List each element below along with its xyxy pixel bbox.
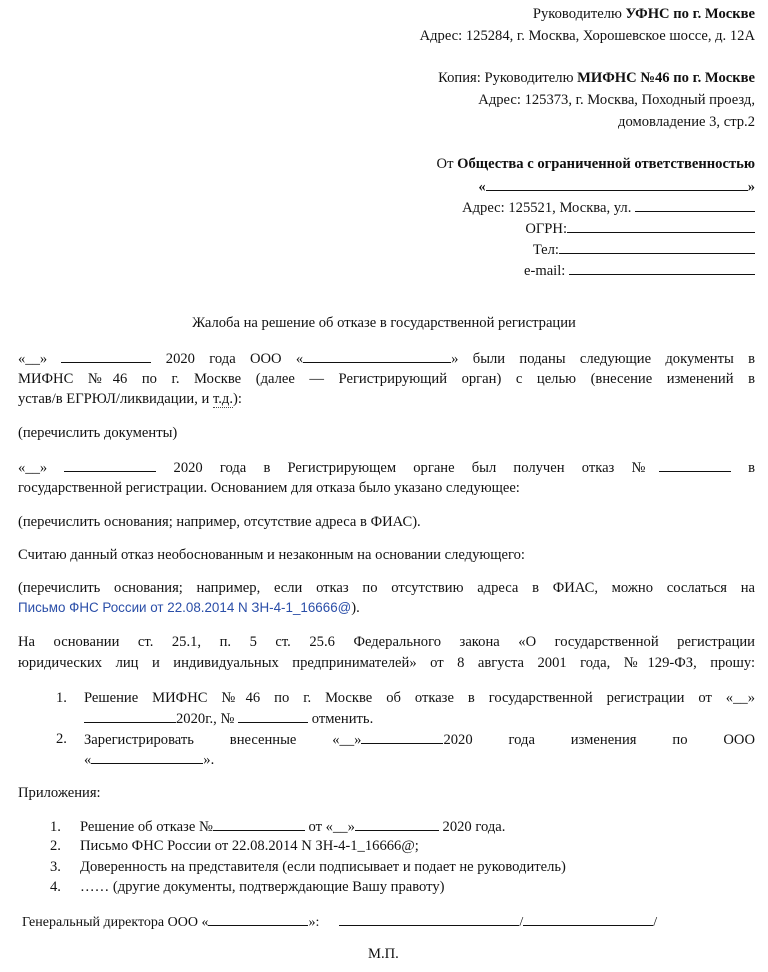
signature-line: Генеральный директора ООО « »: / /: [22, 915, 658, 930]
para1-line2: МИФНС №46 по г. Москве (далее — Регистрирующий орган) с целью (внесение изменений в: [18, 371, 755, 387]
email-label: e-mail:: [524, 263, 566, 279]
sender-name-blank: [486, 178, 748, 191]
request-2-line2: « ».: [84, 752, 215, 768]
tel-field: [533, 241, 755, 259]
request-1-number: 1.: [56, 690, 67, 706]
company-blank: [303, 350, 451, 363]
para4-line2: Письмо ФНС России от 22.08.2014 N ЗН-4-1_16666@).: [18, 600, 360, 616]
sender-name-field: « »: [478, 179, 755, 195]
sender-type: Общества с ограниченной ответственностью: [457, 156, 755, 172]
para3: Считаю данный отказ необоснованным и незаконным на основании следующего:: [18, 547, 525, 563]
recipient-line: [533, 6, 755, 23]
sender-address-blank: [635, 199, 755, 212]
sender-address-field: [462, 199, 755, 217]
copy-address-line-1: Адрес: 125373, г. Москва, Походный проезд,: [478, 92, 755, 108]
appendix-item-1: 1. Решение об отказе № от «__» 2020 года.: [50, 819, 506, 835]
refusal-number-blank: [659, 459, 731, 472]
para1-line3: устав/в ЕГРЮЛ/ликвидации, и т.д.):: [18, 391, 242, 407]
signature-label: Генеральный директора ООО «: [22, 915, 209, 930]
signature-name-blank: [523, 913, 653, 926]
appendix-item-3: 3. Доверенность на представителя (если подписывает и подает не руководитель): [50, 859, 566, 875]
request-1-date-blank: [84, 710, 176, 723]
copy-prefix: Копия: Руководителю: [438, 70, 578, 86]
para1-line1: «__» 2020 года ООО « » были поданы следующие документы в: [18, 351, 755, 367]
signature-company-blank: [208, 913, 308, 926]
request-2-number: 2.: [56, 731, 67, 747]
fns-letter-link[interactable]: Письмо ФНС России от 22.08.2014 N ЗН-4-1_16666@: [18, 600, 352, 615]
ogrn-label: ОГРН:: [525, 221, 567, 237]
para5-line2: юридических лиц и индивидуальных предпринимателей» от 8 августа 2001 года, №129-ФЗ, прошу:: [18, 655, 755, 671]
ogrn-blank: [567, 220, 755, 233]
appendix-1-date-blank: [355, 818, 439, 831]
refusal-date-blank: [64, 459, 156, 472]
signature-blank: [339, 913, 519, 926]
para4-line1: (перечислить основания; например, если отказ по отсутствию адреса в ФИАС, можно сослаться на: [18, 580, 755, 596]
appendix-title: Приложения:: [18, 785, 101, 801]
email-field: [524, 262, 755, 280]
document-title: Жалоба на решение об отказе в государственной регистрации: [192, 315, 576, 331]
appendix-1-number-blank: [213, 818, 305, 831]
recipient-name: УФНС по г. Москве: [625, 6, 755, 22]
para5-line1: На основании ст. 25.1, п. 5 ст. 25.6 Федерального закона «О государственной регистрации: [18, 634, 755, 650]
list-grounds-hint: (перечислить основания; например, отсутствие адреса в ФИАС).: [18, 514, 421, 530]
request-2-company-blank: [91, 751, 203, 764]
request-2-date-blank: [361, 731, 443, 744]
request-1-number-blank: [238, 710, 308, 723]
sender-prefix: От: [436, 156, 458, 172]
copy-recipient-line: [438, 70, 755, 87]
ogrn-field: [525, 220, 755, 238]
copy-recipient-name: МИФНС №46 по г. Москве: [577, 70, 755, 86]
request-1-line1: Решение МИФНС №46 по г. Москве об отказе в государственной регистрации от «__»: [84, 690, 755, 706]
sender-address-label: Адрес: 125521, Москва, ул.: [462, 200, 632, 216]
copy-address-line-2: домовладение 3, стр.2: [618, 114, 755, 130]
sender-line: [437, 156, 755, 173]
stamp-placeholder: М.П.: [368, 946, 399, 962]
appendix-item-2: 2. Письмо ФНС России от 22.08.2014 N ЗН-4-1_16666@;: [50, 838, 419, 854]
request-2-line1: Зарегистрировать внесенные «__» 2020 года изменения по ООО: [84, 732, 755, 748]
signature-slash-1: /: [519, 915, 524, 930]
recipient-prefix: Руководителю: [532, 6, 626, 22]
email-blank: [569, 262, 755, 275]
signature-slash-2: /: [653, 915, 658, 930]
tel-blank: [559, 241, 755, 254]
list-documents-hint: (перечислить документы): [18, 425, 178, 441]
request-1-line2: 2020г., № отменить.: [84, 710, 373, 728]
para2-line1: «__» 2020 года в Регистрирующем органе был получен отказ № в: [18, 460, 755, 476]
appendix-item-4: 4. …… (другие документы, подтверждающие Вашу правоту): [50, 879, 445, 895]
recipient-address: Адрес: 125284, г. Москва, Хорошевское шоссе, д. 12А: [419, 28, 755, 44]
para2-line2: государственной регистрации. Основанием для отказа было указано следующее:: [18, 480, 520, 496]
date-blank: [61, 350, 151, 363]
tel-label: Тел:: [532, 242, 559, 258]
